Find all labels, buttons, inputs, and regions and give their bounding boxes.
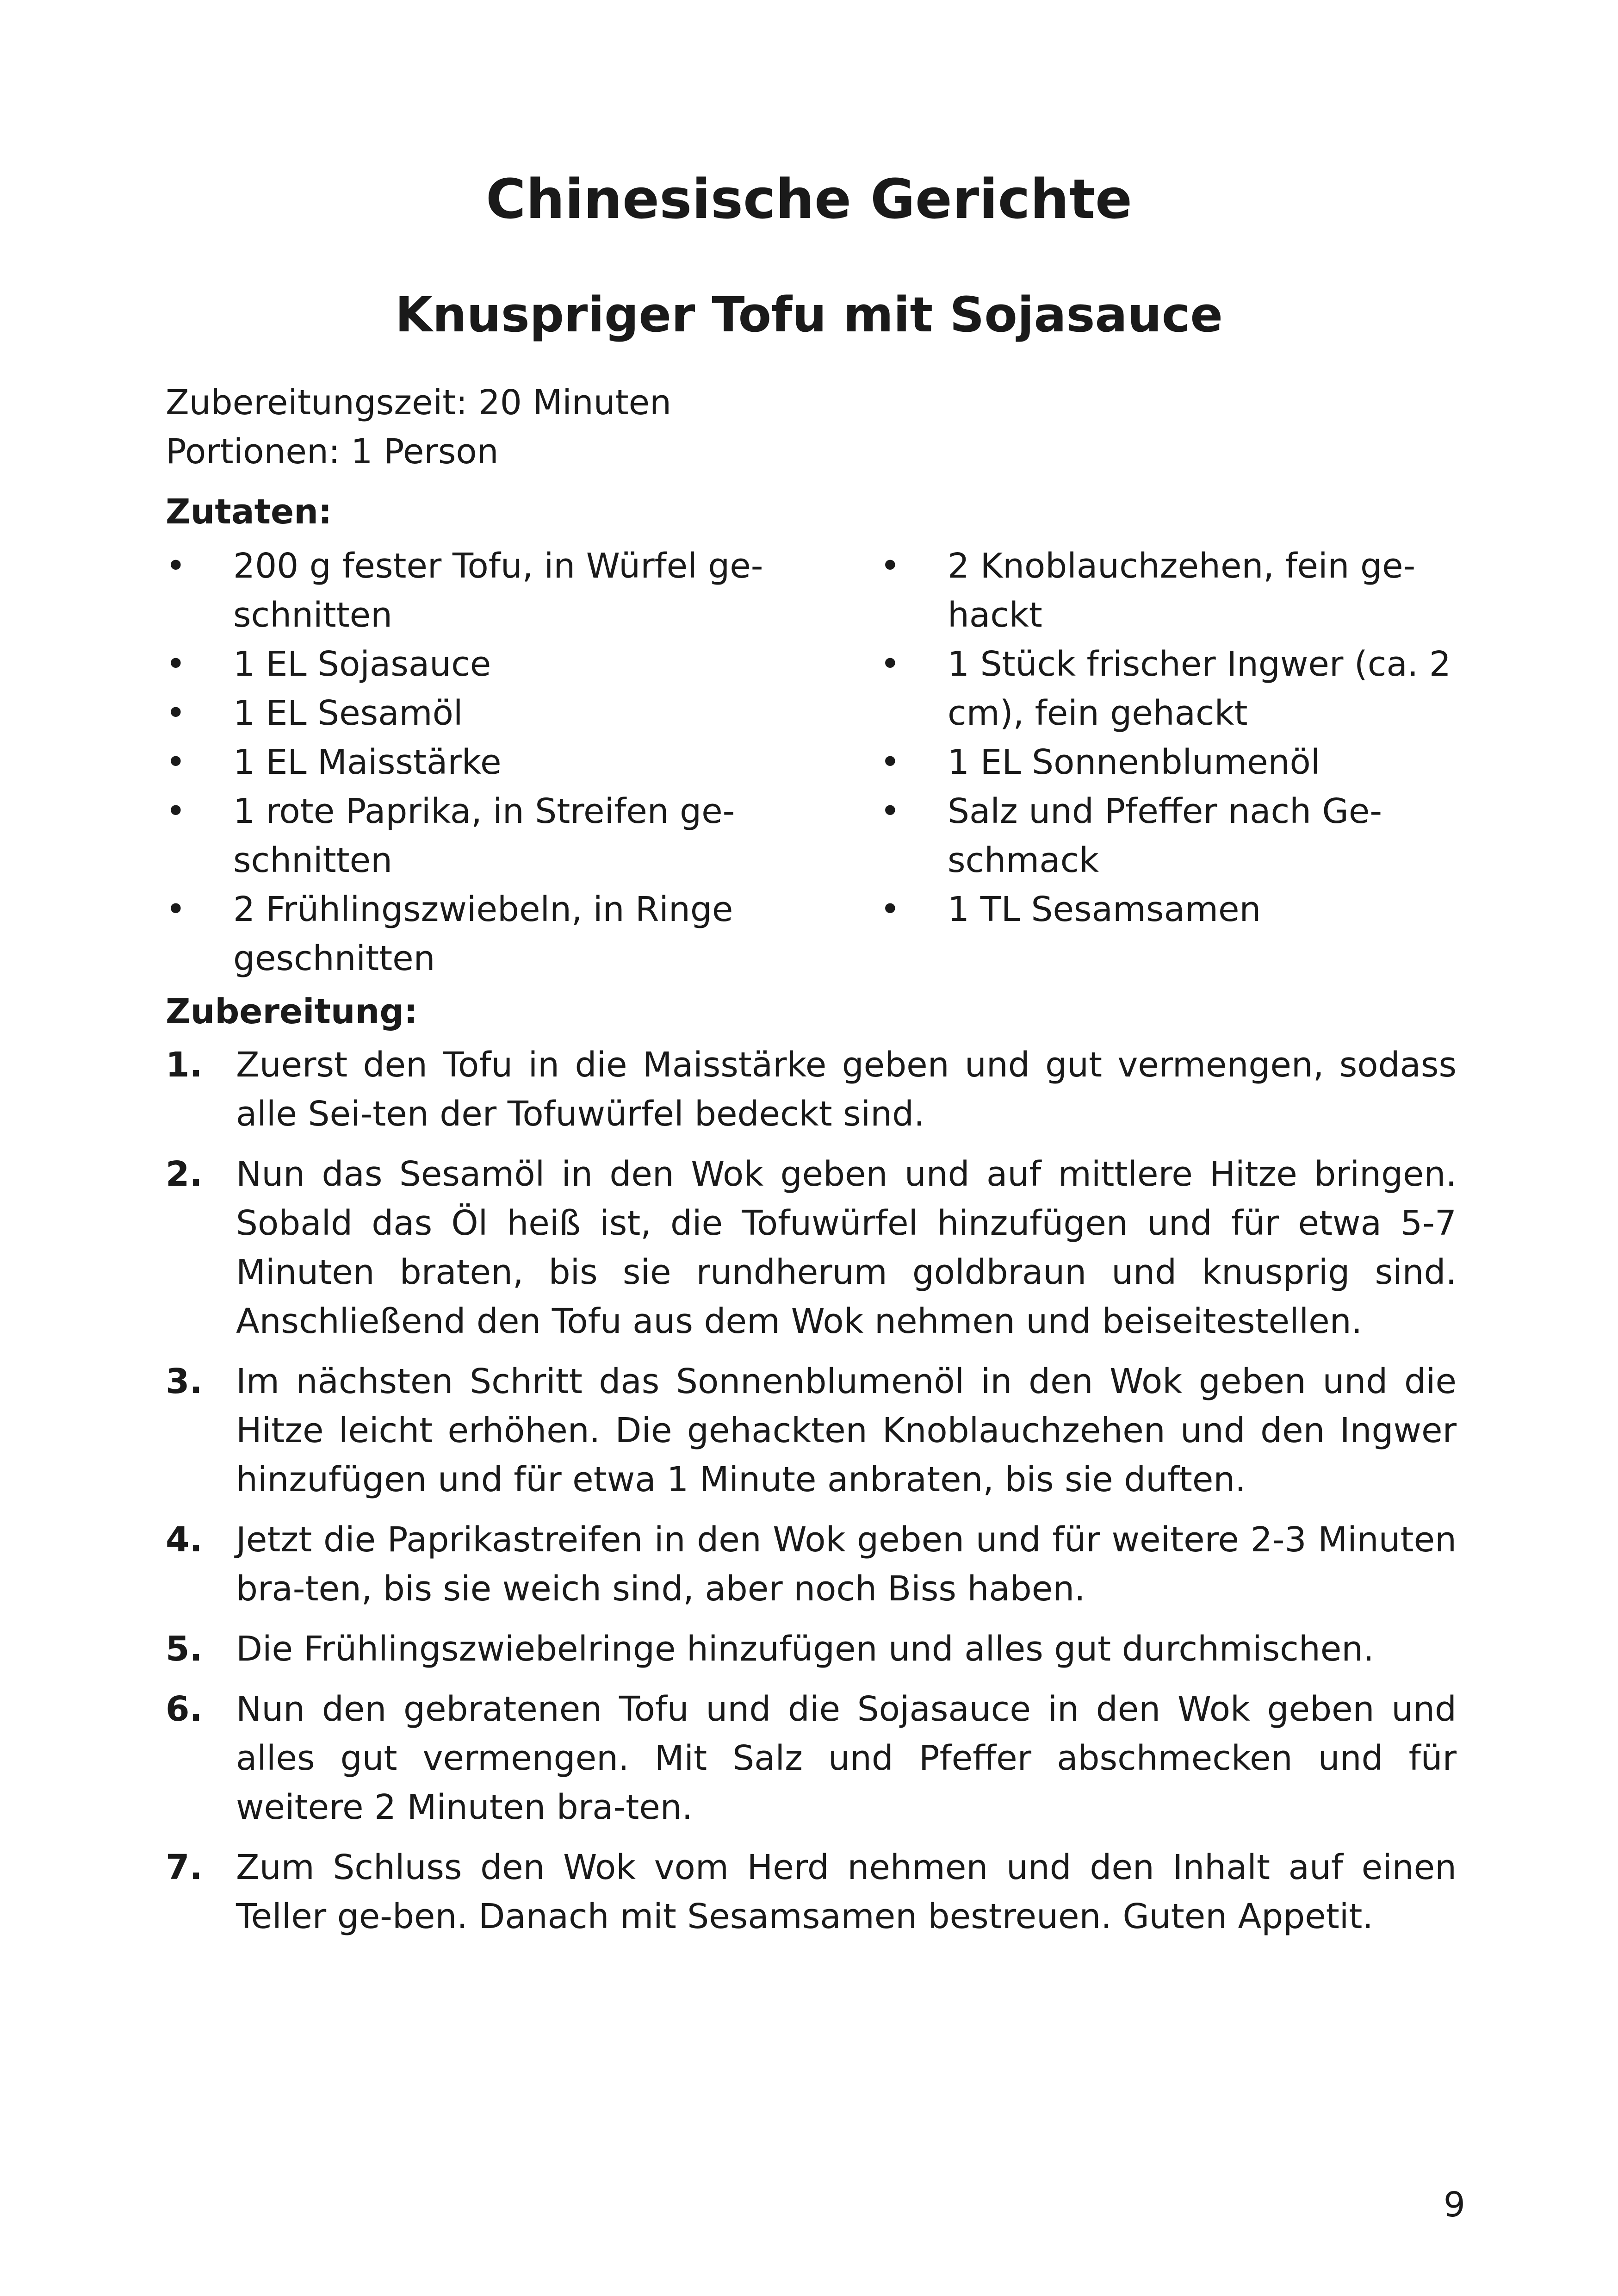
preparation-steps <box>166 1040 1457 1952</box>
ingredient-text: 1 rote Paprika, in Streifen ge- schnitten <box>233 791 735 880</box>
step-item <box>166 1624 1457 1674</box>
bullet-icon: • <box>166 742 186 782</box>
step-text: Nun das Sesamöl in den Wok geben und auf mittlere Hitze bringen. Sobald das Öl heiß ist, die Tofuwürfel hinzufügen und für etwa 5-7 Minuten braten, bis sie rundherum goldbraun und knusprig sind. Anschließend den Tofu aus dem Wok nehmen und beiseitestellen. <box>236 1154 1457 1341</box>
step-item <box>166 1515 1457 1613</box>
chapter-title: Chinesische Gerichte <box>486 167 1132 231</box>
ingredient-item <box>166 738 800 787</box>
ingredient-item <box>166 640 800 689</box>
step-item <box>166 1685 1457 1832</box>
step-item <box>166 1150 1457 1346</box>
step-item <box>166 1357 1457 1504</box>
step-text: Nun den gebratenen Tofu und die Sojasauce in den Wok geben und alles gut vermengen. Mit Salz und Pfeffer abschmecken und für weitere 2 Minuten bra-ten. <box>236 1689 1457 1827</box>
ingredient-text: 1 Stück frischer Ingwer (ca. 2 cm), fein gehackt <box>948 644 1451 733</box>
bullet-icon: • <box>166 791 186 831</box>
step-number: 1. <box>166 1045 203 1085</box>
ingredient-text: 1 EL Sonnenblumenöl <box>948 742 1320 782</box>
ingredient-item <box>166 541 800 640</box>
ingredient-item <box>166 885 800 983</box>
bullet-icon: • <box>166 546 186 586</box>
ingredient-item <box>880 738 1482 787</box>
ingredient-item <box>880 787 1482 885</box>
step-number: 7. <box>166 1848 203 1887</box>
recipe-title: Knuspriger Tofu mit Sojasauce <box>395 286 1223 343</box>
step-number: 4. <box>166 1520 203 1560</box>
step-text: Zuerst den Tofu in die Maisstärke geben und gut vermengen, sodass alle Sei-ten der Tofuwürfel bedeckt sind. <box>236 1045 1457 1134</box>
step-text: Jetzt die Paprikastreifen in den Wok geben und für weitere 2-3 Minuten bra-ten, bis sie weich sind, aber noch Biss haben. <box>236 1520 1457 1609</box>
step-number: 6. <box>166 1689 203 1729</box>
ingredients-heading: Zutaten: <box>166 492 332 532</box>
ingredient-text: 200 g fester Tofu, in Würfel ge- schnitten <box>233 546 763 635</box>
bullet-icon: • <box>166 693 186 733</box>
step-number: 5. <box>166 1629 203 1669</box>
prep-time: Zubereitungszeit: 20 Minuten <box>166 383 672 423</box>
ingredient-text: 1 EL Sojasauce <box>233 644 491 684</box>
ingredient-item <box>166 787 800 885</box>
ingredient-text: 2 Knoblauchzehen, fein ge- hackt <box>948 546 1416 635</box>
ingredient-text: Salz und Pfeffer nach Ge- schmack <box>948 791 1382 880</box>
bullet-icon: • <box>166 644 186 684</box>
bullet-icon: • <box>880 742 900 782</box>
preparation-heading: Zubereitung: <box>166 992 418 1032</box>
step-text: Zum Schluss den Wok vom Herd nehmen und den Inhalt auf einen Teller ge-ben. Danach mit Sesamsamen bestreuen. Guten Appetit. <box>236 1848 1457 1936</box>
ingredient-item <box>880 885 1482 934</box>
bullet-icon: • <box>880 644 900 684</box>
ingredient-item <box>880 541 1482 640</box>
bullet-icon: • <box>166 890 186 929</box>
portions: Portionen: 1 Person <box>166 432 499 472</box>
ingredient-text: 2 Frühlingszwiebeln, in Ringe geschnitten <box>233 890 733 978</box>
step-number: 2. <box>166 1154 203 1194</box>
ingredient-text: 1 EL Sesamöl <box>233 693 463 733</box>
step-number: 3. <box>166 1362 203 1401</box>
step-item <box>166 1843 1457 1941</box>
ingredient-item <box>166 689 800 738</box>
ingredient-text: 1 TL Sesamsamen <box>948 890 1261 929</box>
ingredient-text: 1 EL Maisstärke <box>233 742 502 782</box>
bullet-icon: • <box>880 791 900 831</box>
ingredients-list-right <box>880 541 1482 934</box>
page-number: 9 <box>1443 2185 1465 2225</box>
bullet-icon: • <box>880 890 900 929</box>
step-text: Im nächsten Schritt das Sonnenblumenöl in den Wok geben und die Hitze leicht erhöhen. Die gehackten Knoblauchzehen und den Ingwer hinzufügen und für etwa 1 Minute anbraten, bis sie duften. <box>236 1362 1457 1500</box>
ingredients-list-left <box>166 541 800 983</box>
step-text: Die Frühlingszwiebelringe hinzufügen und alles gut durchmischen. <box>236 1629 1374 1669</box>
ingredient-item <box>880 640 1482 738</box>
step-item <box>166 1040 1457 1139</box>
bullet-icon: • <box>880 546 900 586</box>
